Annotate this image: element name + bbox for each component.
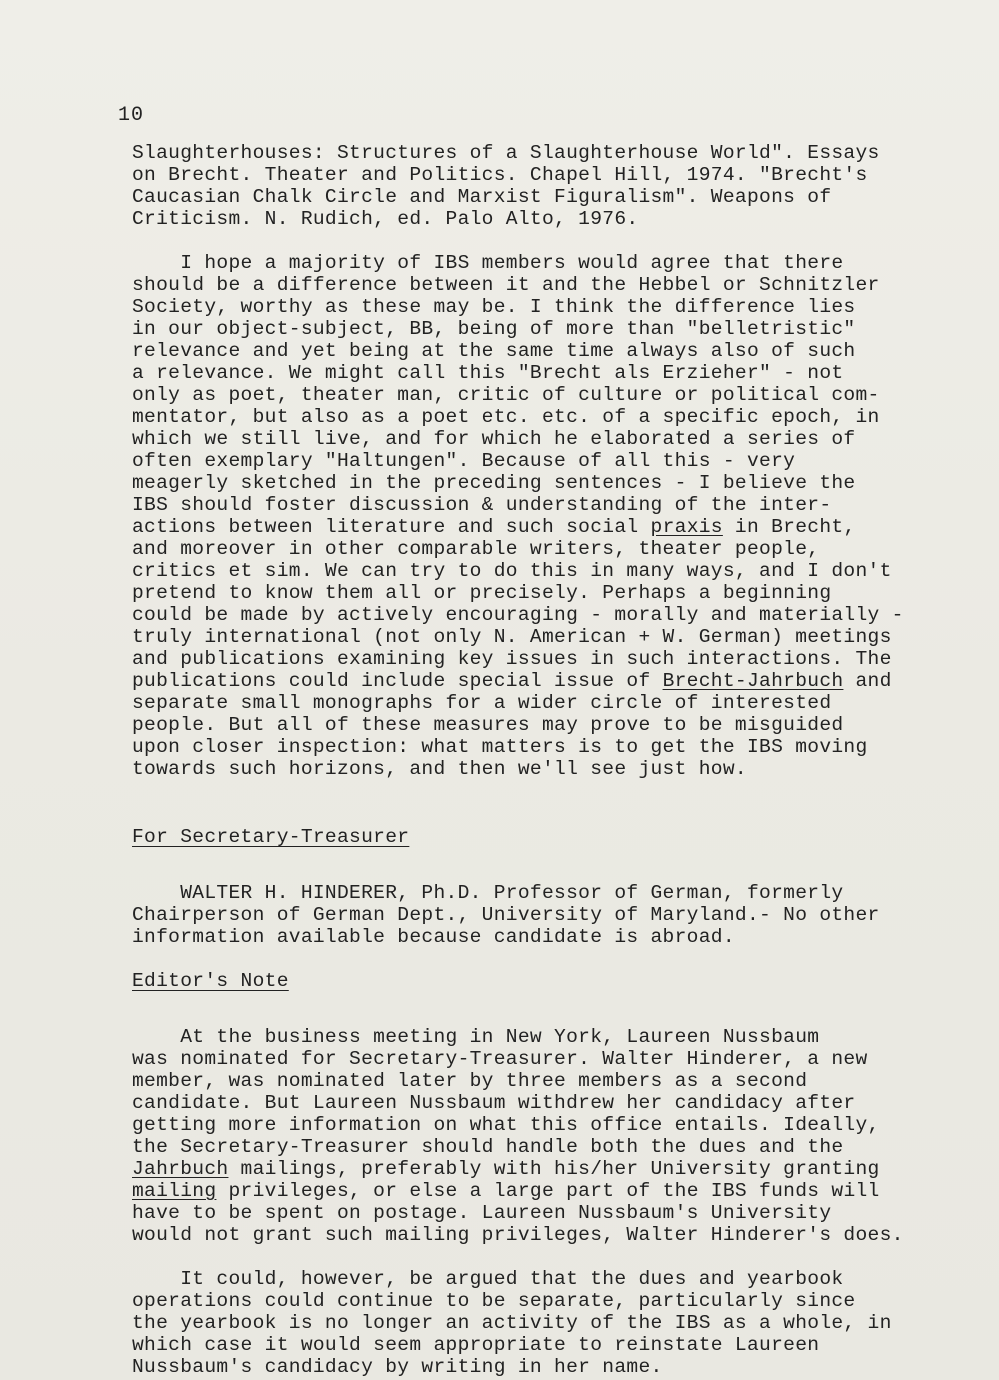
body-line: meagerly sketched in the preceding sentences - I believe the bbox=[132, 472, 856, 494]
body-line: Society, worthy as these may be. I think the difference lies bbox=[132, 296, 856, 318]
page-number: 10 bbox=[118, 104, 145, 127]
body-line bbox=[132, 516, 856, 538]
brecht-jahrbuch-title: Brecht-Jahrbuch bbox=[662, 670, 844, 692]
note-text: privileges, or else a large part of the IBS funds will bbox=[216, 1180, 880, 1202]
note-line: At the business meeting in New York, Laureen Nussbaum bbox=[132, 1026, 820, 1048]
body-line: people. But all of these measures may prove to be misguided bbox=[132, 714, 844, 736]
candidate-line: WALTER H. HINDERER, Ph.D. Professor of German, formerly bbox=[132, 882, 844, 904]
body-line: critics et sim. We can try to do this in many ways, and I don't bbox=[132, 560, 892, 582]
reference-line: Slaughterhouses: Structures of a Slaughterhouse World". Essays bbox=[132, 142, 880, 164]
note-line: the yearbook is no longer an activity of the IBS as a whole, in bbox=[132, 1312, 892, 1334]
body-line: IBS should foster discussion & understanding of the inter- bbox=[132, 494, 832, 516]
note-text: mailings, preferably with his/her University granting bbox=[228, 1158, 880, 1180]
body-line: should be a difference between it and the Hebbel or Schnitzler bbox=[132, 274, 880, 296]
body-line: towards such horizons, and then we'll see just how. bbox=[132, 758, 747, 780]
body-line: and moreover in other comparable writers, theater people, bbox=[132, 538, 820, 560]
body-line: pretend to know them all or precisely. Perhaps a beginning bbox=[132, 582, 832, 604]
candidate-line: information available because candidate is abroad. bbox=[132, 926, 735, 948]
note-line: Nussbaum's candidacy by writing in her name. bbox=[132, 1356, 663, 1378]
body-line: which we still live, and for which he elaborated a series of bbox=[132, 428, 856, 450]
body-line: separate small monographs for a wider circle of interested bbox=[132, 692, 832, 714]
note-line: the Secretary-Treasurer should handle both the dues and the bbox=[132, 1136, 844, 1158]
body-line: a relevance. We might call this "Brecht als Erzieher" - not bbox=[132, 362, 844, 384]
body-line: I hope a majority of IBS members would agree that there bbox=[132, 252, 844, 274]
mailing-emphasis: mailing bbox=[132, 1180, 217, 1202]
reference-line: Criticism. N. Rudich, ed. Palo Alto, 1976. bbox=[132, 208, 639, 230]
reference-line: on Brecht. Theater and Politics. Chapel Hill, 1974. "Brecht's bbox=[132, 164, 868, 186]
body-line: upon closer inspection: what matters is to get the IBS moving bbox=[132, 736, 868, 758]
note-line: It could, however, be argued that the dues and yearbook bbox=[132, 1268, 844, 1290]
section-heading: For Secretary-Treasurer bbox=[132, 826, 410, 848]
note-line: candidate. But Laureen Nussbaum withdrew her candidacy after bbox=[132, 1092, 856, 1114]
jahrbuch-title: Jahrbuch bbox=[132, 1158, 229, 1180]
note-line: getting more information on what this office entails. Ideally, bbox=[132, 1114, 880, 1136]
note-line: have to be spent on postage. Laureen Nussbaum's University bbox=[132, 1202, 832, 1224]
note-line: which case it would seem appropriate to reinstate Laureen bbox=[132, 1334, 820, 1356]
body-line: mentator, but also as a poet etc. etc. of a specific epoch, in bbox=[132, 406, 880, 428]
note-line: member, was nominated later by three members as a second bbox=[132, 1070, 808, 1092]
candidate-line: Chairperson of German Dept., University of Maryland.- No other bbox=[132, 904, 880, 926]
reference-line: Caucasian Chalk Circle and Marxist Figuralism". Weapons of bbox=[132, 186, 832, 208]
body-text: in Brecht, bbox=[722, 516, 856, 538]
body-text: and bbox=[843, 670, 892, 692]
body-line: and publications examining key issues in such interactions. The bbox=[132, 648, 892, 670]
body-line: in our object-subject, BB, being of more than "belletristic" bbox=[132, 318, 856, 340]
section-heading: Editor's Note bbox=[132, 970, 289, 992]
body-text: actions between literature and such social bbox=[132, 516, 651, 538]
note-line: was nominated for Secretary-Treasurer. Walter Hinderer, a new bbox=[132, 1048, 868, 1070]
body-line: only as poet, theater man, critic of culture or political com- bbox=[132, 384, 880, 406]
praxis-emphasis: praxis bbox=[650, 516, 723, 538]
note-line bbox=[132, 1180, 880, 1202]
note-line bbox=[132, 1158, 880, 1180]
body-line: could be made by actively encouraging - morally and materially - bbox=[132, 604, 904, 626]
body-line: often exemplary "Haltungen". Because of all this - very bbox=[132, 450, 796, 472]
body-line bbox=[132, 670, 892, 692]
body-line: relevance and yet being at the same time always also of such bbox=[132, 340, 856, 362]
body-text: publications could include special issue of bbox=[132, 670, 663, 692]
note-line: operations could continue to be separate, particularly since bbox=[132, 1290, 856, 1312]
body-line: truly international (not only N. American + W. German) meetings bbox=[132, 626, 892, 648]
note-line: would not grant such mailing privileges, Walter Hinderer's does. bbox=[132, 1224, 904, 1246]
